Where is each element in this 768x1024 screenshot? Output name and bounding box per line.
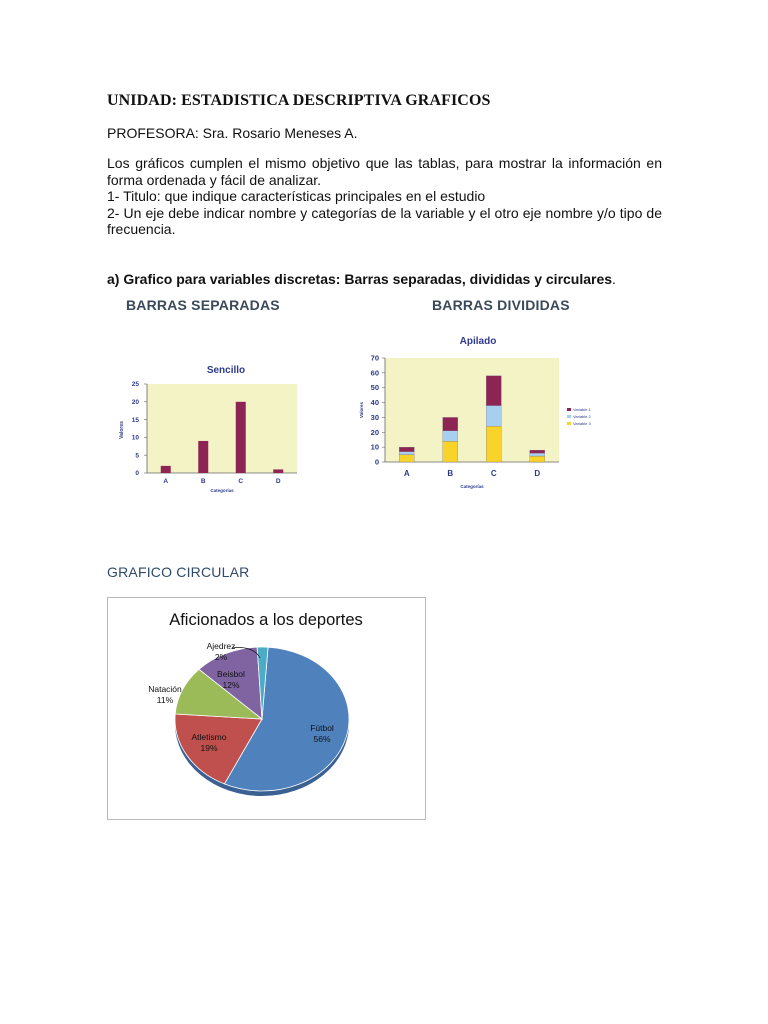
teacher-line: PROFESORA: Sra. Rosario Meneses A. [107,125,358,141]
paragraph-line: 1- Titulo: que indique características principales en el estudio [107,188,486,204]
bar-a-variable-1 [399,447,414,451]
pie-label: Fútbol [310,723,334,733]
bar-c-variable-3 [486,426,501,462]
pie-value-label: 12% [222,680,240,690]
y-tick-label: 20 [370,427,379,437]
y-tick-label: 25 [131,381,139,389]
bar-b-variable-2 [443,431,458,441]
paragraph-line: Los gráficos cumplen el mismo objetivo que las tablas, para mostrar la información en [107,155,662,171]
pie-value-label: 2% [214,652,228,662]
y-tick-label: 50 [370,383,379,393]
x-axis-label: Categorías [210,488,234,493]
section-a-period: . [612,271,616,287]
y-tick-label: 5 [135,452,139,460]
x-tick-label: A [163,478,169,485]
pie-label: Ajedrez [206,641,236,651]
legend-swatch [567,415,571,418]
x-tick-label: D [275,478,281,485]
x-tick-label: B [447,469,454,478]
bar-a [161,466,171,473]
y-tick-label: 10 [370,442,379,452]
x-axis-label: Categorías [460,484,484,489]
document-title: UNIDAD: ESTADISTICA DESCRIPTIVA GRAFICOS [107,92,491,109]
plot-area [147,384,297,473]
pie-label: Natación [148,684,182,694]
label-grafico-circular: GRAFICO CIRCULAR [107,564,250,580]
legend-label: Variable 1 [573,407,591,412]
simple-bar-chart [100,350,310,500]
section-a-text: a) Grafico para variables discretas: Barras separadas, divididas y circulares [107,271,613,287]
legend-label: Variable 2 [573,414,591,419]
x-tick-label: A [403,469,410,478]
label-barras-separadas: BARRAS SEPARADAS [126,297,280,313]
chart-title: Sencillo [206,365,246,376]
y-axis-label: Valores [359,401,364,419]
paragraph-line: frecuencia. [107,221,176,237]
y-tick-label: 15 [131,416,139,424]
x-tick-label: C [238,478,244,485]
paragraph-line: 2- Un eje debe indicar nombre y categorías de la variable y el otro eje nombre y/o tipo de [107,204,662,221]
bar-a-variable-3 [399,455,414,462]
y-tick-label: 0 [374,457,379,467]
bar-d-variable-3 [530,456,545,462]
pie-chart [108,598,425,819]
bar-b-variable-3 [443,441,458,462]
y-tick-label: 70 [370,353,379,363]
label-barras-divididas: BARRAS DIVIDIDAS [432,297,570,313]
y-tick-label: 10 [131,434,139,442]
paragraph-line: forma ordenada y fácil de analizar. [107,171,322,188]
y-tick-label: 30 [370,412,379,422]
bar-b-variable-1 [443,417,458,430]
x-tick-label: B [200,478,206,485]
bar-d-variable-2 [530,453,545,456]
bar-d [273,469,283,473]
y-tick-label: 0 [135,470,139,478]
y-tick-label: 40 [370,398,379,408]
pie-chart-frame [107,597,426,820]
bar-c [236,402,246,473]
intro-paragraph [107,155,662,238]
bar-b [198,441,208,473]
legend-swatch [567,408,571,411]
bar-c-variable-2 [486,406,501,427]
chart-title: Apilado [459,336,497,347]
pie-label: Atletismo [191,732,227,742]
plot-area [385,358,559,462]
legend [567,407,591,426]
pie-value-label: 11% [156,695,174,705]
bar-d-variable-1 [530,450,545,453]
legend-label: Variable 3 [573,421,591,426]
chart-title: Aficionados a los deportes [169,611,363,629]
y-axis-label: Valores [119,421,125,439]
x-tick-label: D [534,469,541,478]
y-tick-label: 60 [370,368,379,378]
bar-a-variable-2 [399,452,414,455]
pie-value-label: 56% [313,734,331,744]
pie-value-label: 19% [200,743,218,753]
y-tick-label: 20 [131,399,139,406]
x-tick-label: C [490,469,497,478]
legend-swatch [567,422,571,425]
bar-c-variable-1 [486,376,501,406]
pie-label: Beisbol [217,669,245,679]
section-a-heading [107,271,616,287]
stacked-bar-chart [355,330,615,495]
